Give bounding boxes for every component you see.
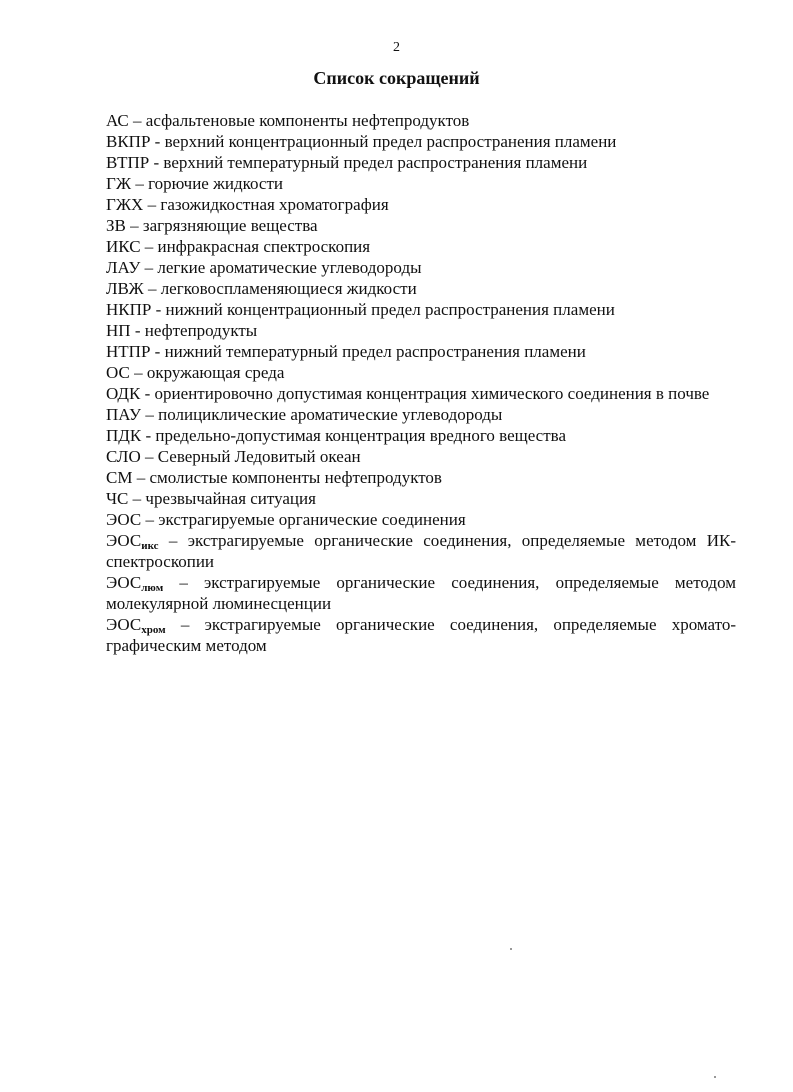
- separator: -: [151, 300, 166, 319]
- separator: –: [165, 615, 205, 634]
- abbreviation-term: [106, 342, 150, 361]
- abbreviation-entry: [106, 278, 736, 299]
- abbreviation-definition: Северный Ледовитый океан: [157, 447, 361, 466]
- abbreviation-definition: инфракрасная спектроскопия: [157, 237, 371, 256]
- term-text: ЧС: [106, 489, 129, 508]
- term-text: ГЖХ: [106, 195, 144, 214]
- abbreviation-entry: [106, 614, 736, 656]
- abbreviation-entry: [106, 467, 736, 488]
- abbreviation-definition: асфальтеновые компоненты нефтепродуктов: [145, 111, 470, 130]
- term-subscript: люм: [141, 582, 164, 594]
- term-text: СМ: [106, 468, 133, 487]
- abbreviation-entry: [106, 509, 736, 530]
- term-text: ГЖ: [106, 174, 132, 193]
- abbreviation-term: [106, 195, 143, 214]
- term-text: НКПР: [106, 300, 152, 319]
- abbreviation-entry: [106, 110, 736, 131]
- abbreviation-entry: [106, 152, 736, 173]
- term-text: ЗВ: [106, 216, 126, 235]
- abbreviation-definition: полициклические ароматические углеводороды: [158, 405, 503, 424]
- abbreviation-entry: [106, 488, 736, 509]
- separator: –: [128, 489, 146, 508]
- separator: -: [140, 384, 155, 403]
- abbreviation-entry: [106, 299, 736, 320]
- abbreviation-entry: [106, 446, 736, 467]
- term-text: ЭОС: [106, 531, 142, 550]
- scan-speck: [510, 948, 512, 950]
- abbreviation-entry: [106, 404, 736, 425]
- abbreviation-entry: [106, 236, 736, 257]
- term-text: СЛО: [106, 447, 141, 466]
- abbreviation-entry: [106, 341, 736, 362]
- term-text: ВТПР: [106, 153, 150, 172]
- abbreviation-definition: смолистые компоненты нефтепродуктов: [149, 468, 442, 487]
- term-text: АС: [106, 111, 129, 130]
- abbreviation-term: [106, 321, 131, 340]
- abbreviation-term: [106, 174, 131, 193]
- abbreviation-definition: предельно-допустимая концентрация вредного вещества: [155, 426, 567, 445]
- term-text: ОДК: [106, 384, 141, 403]
- abbreviation-term: [106, 153, 149, 172]
- abbreviation-definition: легкие ароматические углеводороды: [157, 258, 422, 277]
- term-text: ИКС: [106, 237, 141, 256]
- separator: –: [141, 405, 159, 424]
- abbreviation-definition: нижний температурный предел распространения пламени: [164, 342, 586, 361]
- abbreviation-definition: ориентировочно допустимая концентрация химического соединения в почве: [154, 384, 710, 403]
- term-text: ЛВЖ: [106, 279, 144, 298]
- abbreviation-entry: [106, 530, 736, 572]
- separator: -: [130, 321, 145, 340]
- separator: -: [150, 342, 165, 361]
- abbreviation-definition: экстрагируемые органические соединения, определяемые методом молекулярной люминесценции: [106, 573, 736, 613]
- term-subscript: хром: [141, 624, 166, 636]
- term-text: ВКПР: [106, 132, 151, 151]
- abbreviation-entry: [106, 320, 736, 341]
- abbreviation-entry: [106, 425, 736, 446]
- abbreviation-definition: экстрагируемые органические соединения, определяемые методом ИК-спектроскопии: [106, 531, 737, 571]
- separator: –: [141, 510, 159, 529]
- separator: -: [150, 132, 165, 151]
- abbreviation-definition: верхний температурный предел распространения пламени: [163, 153, 588, 172]
- separator: -: [141, 426, 156, 445]
- abbreviation-definition: чрезвычайная ситуация: [145, 489, 316, 508]
- abbreviation-term: [106, 489, 128, 508]
- abbreviation-term: [106, 300, 151, 319]
- abbreviation-term: [106, 468, 132, 487]
- term-text: ПАУ: [106, 405, 142, 424]
- page-title: Список сокращений: [313, 68, 480, 88]
- separator: -: [149, 153, 164, 172]
- separator: –: [140, 258, 158, 277]
- separator: –: [132, 468, 150, 487]
- abbreviation-term: [106, 279, 144, 298]
- abbreviation-definition: верхний концентрационный предел распространения пламени: [164, 132, 617, 151]
- abbreviation-term: [106, 573, 163, 592]
- abbreviation-definition: экстрагируемые органические соединения: [158, 510, 466, 529]
- abbreviation-term: [106, 447, 141, 466]
- separator: –: [129, 363, 147, 382]
- scan-speck: [714, 1076, 716, 1078]
- abbreviation-entry: [106, 572, 736, 614]
- page-number: 2: [393, 40, 400, 55]
- term-text: НП: [106, 321, 131, 340]
- term-text: ЭОС: [106, 510, 142, 529]
- term-subscript: икс: [141, 540, 159, 552]
- term-text: ЭОС: [106, 573, 142, 592]
- abbreviation-definition: нефтепродукты: [144, 321, 258, 340]
- abbreviation-definition: загрязняющие вещества: [142, 216, 318, 235]
- term-text: ЭОС: [106, 615, 142, 634]
- separator: –: [140, 237, 158, 256]
- abbreviation-term: [106, 132, 150, 151]
- abbreviation-definition: окружающая среда: [146, 363, 285, 382]
- abbreviation-term: [106, 111, 129, 130]
- abbreviation-entry: [106, 173, 736, 194]
- abbreviation-list: [106, 110, 736, 656]
- abbreviation-term: [106, 426, 141, 445]
- separator: –: [158, 531, 188, 550]
- term-text: ПДК: [106, 426, 142, 445]
- abbreviation-term: [106, 363, 130, 382]
- abbreviation-definition: экстрагируемые органические соединения, определяемые хромато-графическим методом: [106, 615, 737, 655]
- abbreviation-definition: легковоспламеняющиеся жидкости: [160, 279, 417, 298]
- abbreviation-definition: газожидкостная хроматография: [160, 195, 389, 214]
- abbreviation-definition: нижний концентрационный предел распространения пламени: [165, 300, 615, 319]
- separator: –: [125, 216, 143, 235]
- abbreviation-definition: горючие жидкости: [148, 174, 283, 193]
- abbreviation-entry: [106, 362, 736, 383]
- term-text: ЛАУ: [106, 258, 141, 277]
- abbreviation-entry: [106, 257, 736, 278]
- abbreviation-term: [106, 615, 166, 634]
- separator: –: [128, 111, 146, 130]
- separator: –: [131, 174, 149, 193]
- abbreviation-entry: [106, 131, 736, 152]
- term-text: ОС: [106, 363, 130, 382]
- separator: –: [143, 279, 161, 298]
- abbreviation-entry: [106, 215, 736, 236]
- abbreviation-term: [106, 510, 141, 529]
- term-text: НТПР: [106, 342, 151, 361]
- separator: –: [143, 195, 161, 214]
- abbreviation-entry: [106, 383, 736, 404]
- separator: –: [163, 573, 204, 592]
- abbreviation-term: [106, 258, 140, 277]
- abbreviation-entry: [106, 194, 736, 215]
- separator: –: [140, 447, 158, 466]
- abbreviation-term: [106, 237, 141, 256]
- abbreviation-term: [106, 384, 140, 403]
- abbreviation-term: [106, 405, 141, 424]
- abbreviation-term: [106, 216, 126, 235]
- abbreviation-term: [106, 531, 159, 550]
